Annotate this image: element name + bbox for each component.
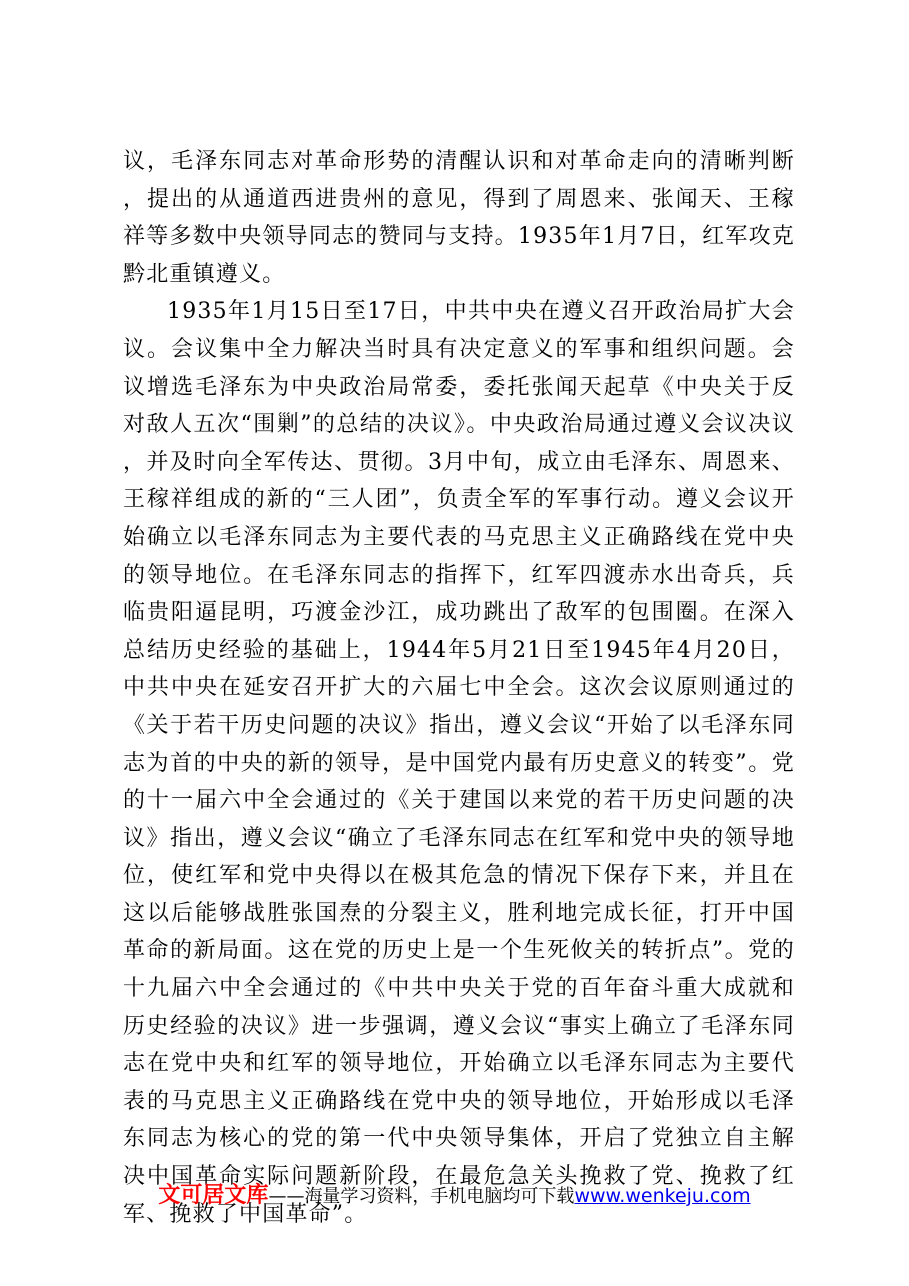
paragraph-2: 1935年1月15日至17日，中共中央在遵义召开政治局扩大会议。会议集中全力解决当时具有决定意义的军事和组织问题。会议增选毛泽东为中央政治局常委，委托张闻天起草《中央关于反对敌人五次“围剿”的总结的决议》。中央政治局通过遵义会议决议，并及时向全军传达、贯彻。3月中旬，成立由毛泽东、周恩来、王稼祥组成的新的“三人团”，负责全军的军事行动。遵义会议开始确立以毛泽东同志为主要代表的马克思主义正确路线在党中央的领导地位。在毛泽东同志的指挥下，红军四渡赤水出奇兵，兵临贵阳逼昆明，巧渡金沙江，成功跳出了敌军的包围圈。在深入总结历史经验的基础上，1944年5月21日至1945年4月20日，中共中央在延安召开扩大的六届七中全会。这次会议原则通过的《关于若干历史问题的决议》指出，遵义会议“开始了以毛泽东同志为首的中央的新的领导，是中国党内最有历史意义的转变”。党的十一届六中全会通过的《关于建国以来党的若干历史问题的决议》指出，遵义会议“确立了毛泽东同志在红军和党中央的领导地位，使红军和党中央得以在极其危急的情况下保存下来，并且在这以后能够战胜张国焘的分裂主义，胜利地完成长征，打开中国革命的新局面。这在党的历史上是一个生死攸关的转折点”。党的十九届六中全会通过的《中共中央关于党的百年奋斗重大成就和历史经验的决议》进一步强调，遵义会议“事实上确立了毛泽东同志在党中央和红军的领导地位，开始确立以毛泽东同志为主要代表的马克思主义正确路线在党中央的领导地位，开始形成以毛泽东同志为核心的党的第一代中央领导集体，开启了党独立自主解决中国革命实际问题新阶段，在最危急关头挽救了党、挽救了红军、挽救了中国革命”。 xyxy=(123,299,795,1227)
footer-tagline: 海量学习资料，手机电脑均可下载 xyxy=(304,1186,575,1207)
footer-banner xyxy=(0,1180,909,1213)
footer-dash: —— xyxy=(268,1186,305,1207)
document-body xyxy=(123,143,795,1233)
footer-website-link[interactable]: www.wenkeju.com xyxy=(574,1185,751,1207)
paragraph-1: 议，毛泽东同志对革命形势的清醒认识和对革命走向的清晰判断，提出的从通道西进贵州的意见，得到了周恩来、张闻天、王稼祥等多数中央领导同志的赞同与支持。1935年1月7日，红军攻克黔北重镇遵义。 xyxy=(123,149,795,287)
footer-brand: 文可居文库 xyxy=(158,1183,269,1208)
